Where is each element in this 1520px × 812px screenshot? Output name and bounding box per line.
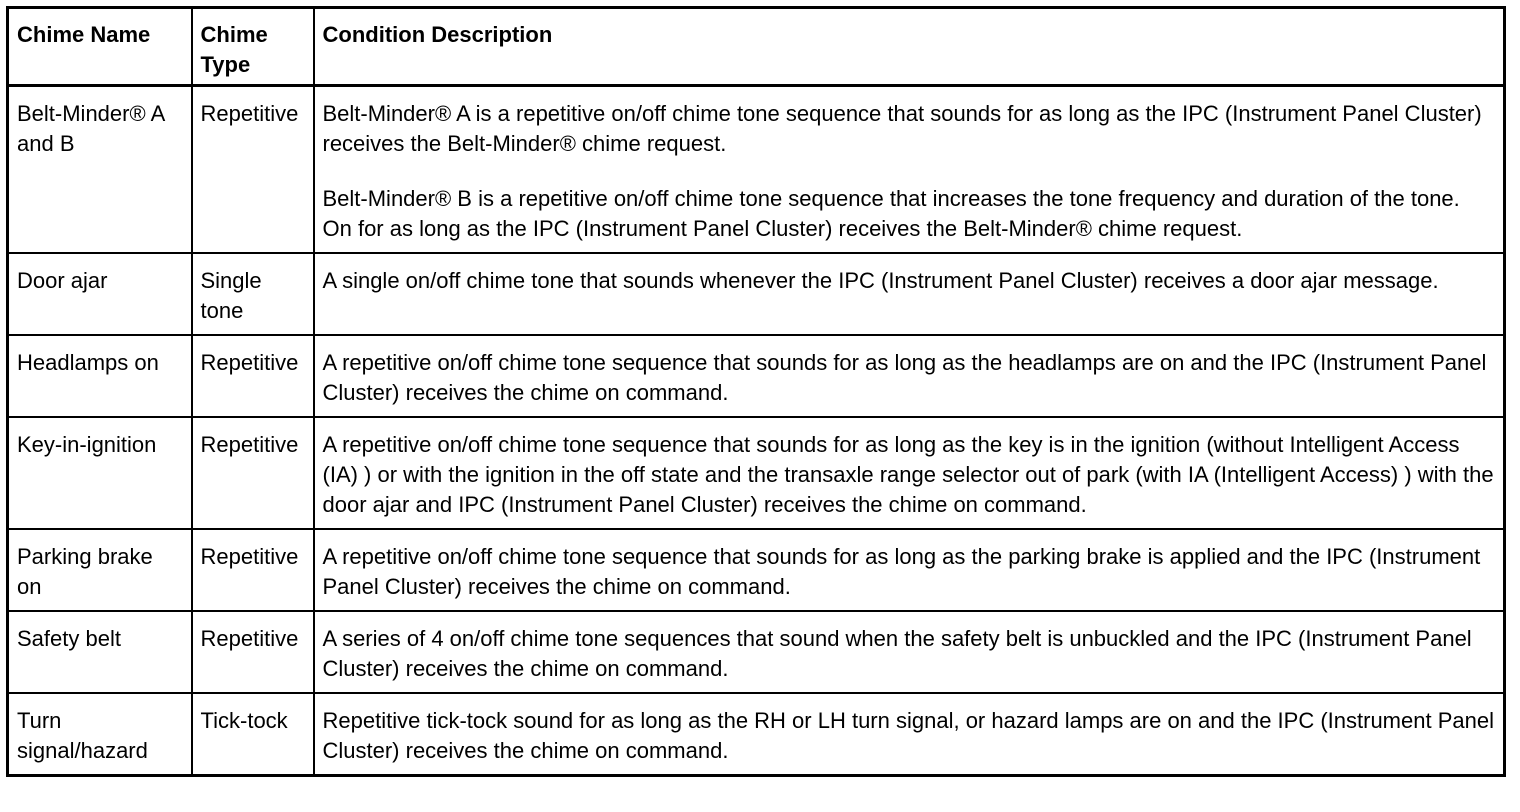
column-header-condition-description: Condition Description <box>314 8 1505 86</box>
chime-table <box>6 6 1506 777</box>
description-paragraph: A repetitive on/off chime tone sequence that sounds for as long as the headlamps are on and the IPC (Instrument Panel Cluster) receives the chime on command. <box>322 350 1487 405</box>
description-paragraph: Belt-Minder® B is a repetitive on/off chime tone sequence that increases the tone frequency and duration of the tone. On for as long as the IPC (Instrument Panel Cluster) receives the Belt-Minder® chime request. <box>322 186 1460 241</box>
condition-description-cell <box>314 611 1505 693</box>
description-paragraph: A single on/off chime tone that sounds whenever the IPC (Instrument Panel Cluster) receives a door ajar message. <box>322 268 1439 293</box>
condition-description-cell <box>314 693 1505 776</box>
table-row <box>8 693 1505 776</box>
table-row <box>8 611 1505 693</box>
chime-type-cell: Single tone <box>192 253 314 335</box>
description-paragraph: Belt-Minder® A is a repetitive on/off chime tone sequence that sounds for as long as the IPC (Instrument Panel Cluster) receives the Belt-Minder® chime request. <box>322 101 1482 156</box>
table-row <box>8 253 1505 335</box>
chime-type-cell: Repetitive <box>192 86 314 254</box>
description-paragraph: A repetitive on/off chime tone sequence that sounds for as long as the parking brake is applied and the IPC (Instrument Panel Cluster) receives the chime on command. <box>322 544 1481 599</box>
column-header-chime-type: Chime Type <box>192 8 314 86</box>
chime-type-cell: Repetitive <box>192 611 314 693</box>
chime-name-cell: Belt-Minder® A and B <box>8 86 192 254</box>
chime-type-cell: Repetitive <box>192 417 314 529</box>
chime-type-cell: Tick-tock <box>192 693 314 776</box>
chime-type-cell: Repetitive <box>192 529 314 611</box>
description-paragraph: A repetitive on/off chime tone sequence that sounds for as long as the key is in the ignition (without Intelligent Access (IA) ) or with the ignition in the off state and the transaxle range selector out of park (with IA (Intelligent Access) ) with the door ajar and IPC (Instrument Panel Cluster) receives the chime on command. <box>322 432 1494 517</box>
table-row <box>8 86 1505 254</box>
chime-name-cell: Turn signal/hazard <box>8 693 192 776</box>
condition-description-cell <box>314 529 1505 611</box>
description-paragraph: Repetitive tick-tock sound for as long as the RH or LH turn signal, or hazard lamps are on and the IPC (Instrument Panel Cluster) receives the chime on command. <box>322 708 1494 763</box>
chime-name-cell: Parking brake on <box>8 529 192 611</box>
condition-description-cell <box>314 335 1505 417</box>
table-header-row <box>8 8 1505 86</box>
table-row <box>8 417 1505 529</box>
chime-name-cell: Safety belt <box>8 611 192 693</box>
chime-type-cell: Repetitive <box>192 335 314 417</box>
column-header-chime-name: Chime Name <box>8 8 192 86</box>
condition-description-cell <box>314 417 1505 529</box>
table-row <box>8 335 1505 417</box>
table-row <box>8 529 1505 611</box>
chime-name-cell: Headlamps on <box>8 335 192 417</box>
description-paragraph: A series of 4 on/off chime tone sequences that sound when the safety belt is unbuckled and the IPC (Instrument Panel Cluster) receives the chime on command. <box>322 626 1472 681</box>
condition-description-cell <box>314 86 1505 254</box>
chime-name-cell: Door ajar <box>8 253 192 335</box>
chime-name-cell: Key-in-ignition <box>8 417 192 529</box>
condition-description-cell <box>314 253 1505 335</box>
